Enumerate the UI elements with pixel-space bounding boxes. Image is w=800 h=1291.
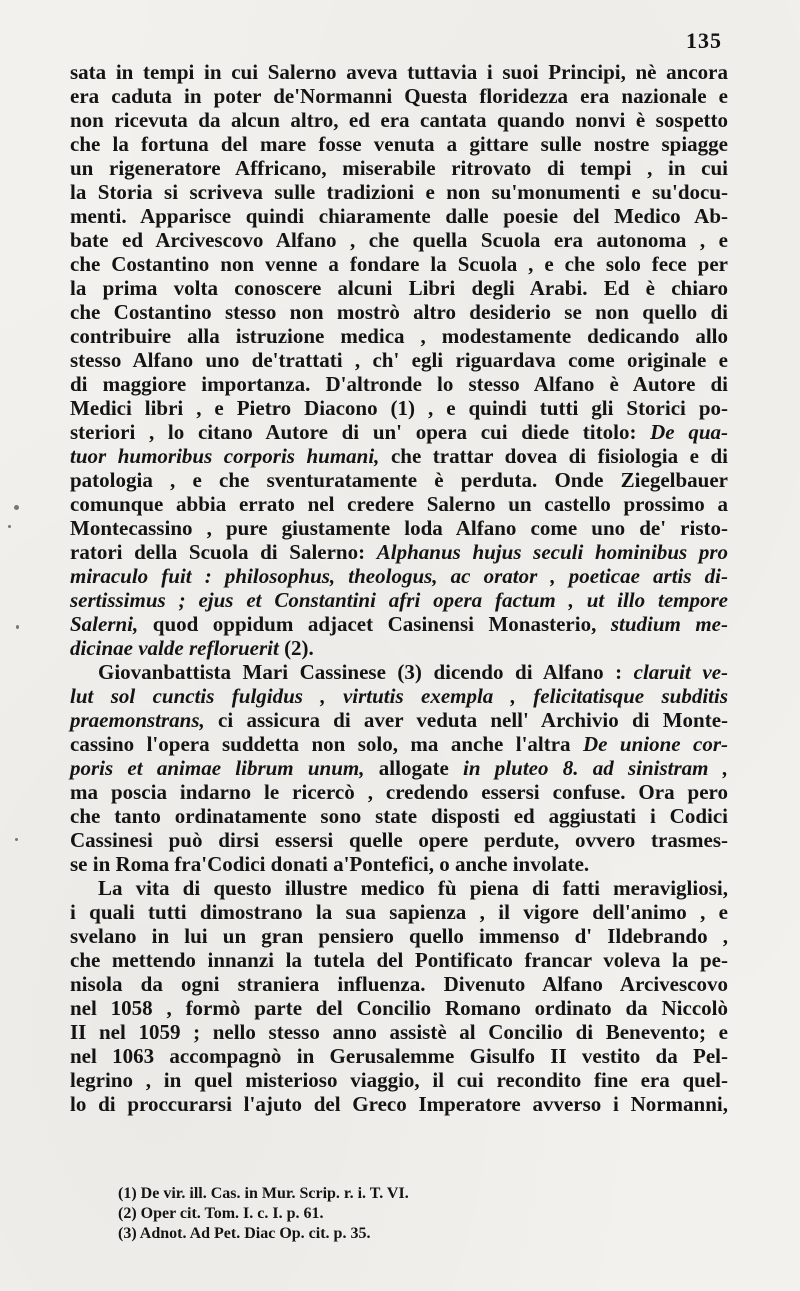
text-segment: cassino l'opera suddetta non solo, ma anche l'altra [70, 732, 571, 756]
footnotes [118, 1184, 718, 1244]
ink-speck [16, 625, 19, 629]
text-line [70, 708, 728, 732]
text-line [70, 756, 728, 780]
ink-speck [14, 505, 19, 510]
latin-quote: studium me- [610, 612, 728, 636]
text-line: era caduta in poter de'Normanni Questa floridezza era nazionale e [70, 84, 728, 108]
text-line: bate ed Arcivescovo Alfano , che quella Scuola era autonoma , e [70, 228, 728, 252]
text-line: che Costantino stesso non mostrò altro desiderio se non quello di [70, 300, 728, 324]
latin-quote: Alphanus hujus seculi hominibus pro [376, 540, 728, 564]
footnote: (3) Adnot. Ad Pet. Diac Op. cit. p. 35. [118, 1225, 371, 1242]
italic-title: De unione cor- [582, 732, 728, 756]
text-line: sata in tempi in cui Salerno aveva tuttavia i suoi Principi, nè ancora [70, 60, 728, 84]
text-line: che mettendo innanzi la tutela del Pontificato francar voleva la pe- [70, 948, 728, 972]
text-segment: allogate [378, 756, 449, 780]
text-line: contribuire alla istruzione medica , modestamente dedicando allo [70, 324, 728, 348]
text-line: che Costantino non venne a fondare la Scuola , e che solo fece per [70, 252, 728, 276]
text-line: legrino , in quel misterioso viaggio, il cui recondito fine era quel- [70, 1068, 728, 1092]
text-line: un rigeneratore Affricano, miserabile ritrovato di tempi , in cui [70, 156, 728, 180]
text-line: menti. Apparisce quindi chiaramente dalle poesie del Medico Ab- [70, 204, 728, 228]
text-line [70, 612, 728, 636]
text-segment: che trattar dovea di fisiologia e di [390, 444, 729, 468]
text-line: nisola da ogni straniera influenza. Divenuto Alfano Arcivescovo [70, 972, 728, 996]
latin-quote: Salerni, [70, 612, 139, 636]
text-line: che tanto ordinatamente sono state disposti ed aggiustati i Codici [70, 804, 728, 828]
main-text [70, 60, 728, 1116]
text-line: ma poscia indarno le ricercò , credendo essersi confuse. Ora pero [70, 780, 728, 804]
text-line: stesso Alfano uno de'trattati , ch' egli riguardava come originale e [70, 348, 728, 372]
text-line [70, 636, 728, 660]
italic-title: poris et animae librum unum, [70, 756, 365, 780]
latin-quote: praemonstrans, [70, 708, 205, 732]
text-segment: Giovanbattista Mari Cassinese (3) dicendo di Alfano : [98, 660, 623, 684]
latin-quote: dicinae valde refloruerit [70, 636, 279, 660]
footnote: (1) De vir. ill. Cas. in Mur. Scrip. r. i. T. VI. [118, 1185, 409, 1202]
text-line: di maggiore importanza. D'altronde lo stesso Alfano è Autore di [70, 372, 728, 396]
text-line: La vita di questo illustre medico fù piena di fatti meravigliosi, [98, 876, 728, 900]
text-line: lo di proccurarsi l'ajuto del Greco Imperatore avverso i Normanni, [70, 1092, 728, 1116]
text-line [70, 588, 728, 612]
page-number: 135 [686, 28, 722, 53]
text-line: svelano in lui un gran pensiero quello immenso d' Ildebrando , [70, 924, 728, 948]
ink-speck [8, 525, 11, 528]
text-line [70, 444, 728, 468]
text-line [70, 540, 728, 564]
text-line [70, 564, 728, 588]
text-line: nel 1063 accompagnò in Gerusalemme Gisulfo II vestito da Pel- [70, 1044, 728, 1068]
text-line: se in Roma fra'Codici donati a'Pontefici, o anche involate. [70, 852, 590, 876]
italic-title: tuor humoribus corporis humani, [70, 444, 380, 468]
latin-quote: miraculo fuit : philosophus, theologus, ac orator , poeticae artis di- [70, 564, 728, 588]
text-line: i quali tutti dimostrano la sua sapienza , il vigore dell'animo , e [70, 900, 728, 924]
text-segment: ci assicura di aver veduta nell' Archivio di Monte- [218, 708, 729, 732]
text-line [70, 732, 728, 756]
latin-quote: lut sol cunctis fulgidus , virtutis exempla , felicitatisque subditis [70, 684, 728, 708]
text-line: nel 1058 , formò parte del Concilio Romano ordinato da Niccolò [70, 996, 728, 1020]
italic-location: in pluteo 8. ad sinistram , [463, 756, 729, 780]
text-segment: steriori , lo citano Autore di un' opera cui diede titolo: [70, 420, 637, 444]
text-line: la prima volta conoscere alcuni Libri degli Arabi. Ed è chiaro [70, 276, 728, 300]
italic-title: De qua- [650, 420, 728, 444]
text-line: comunque abbia errato nel credere Salerno un castello prossimo a [70, 492, 728, 516]
latin-quote: sertissimus ; ejus et Constantini afri opera factum , ut illo tempore [70, 588, 728, 612]
text-line: Montecassino , pure giustamente loda Alfano come uno de' risto- [70, 516, 728, 540]
text-line [70, 684, 728, 708]
text-line: Cassinesi può dirsi essersi quelle opere perdute, ovvero trasmes- [70, 828, 728, 852]
text-segment: (2). [284, 636, 314, 660]
text-line: Medici libri , e Pietro Diacono (1) , e quindi tutti gli Storici po- [70, 396, 728, 420]
footnote: (2) Oper cit. Tom. I. c. I. p. 61. [118, 1205, 324, 1222]
text-line: che la fortuna del mare fosse venuta a gittare sulle nostre spiagge [70, 132, 728, 156]
text-segment: quod oppidum adjacet Casinensi Monasterio, [152, 612, 597, 636]
text-line [70, 420, 728, 444]
text-segment: ratori della Scuola di Salerno: [70, 540, 366, 564]
ink-speck [15, 838, 18, 841]
text-line: non ricevuta da alcun altro, ed era cantata quando nonvi è sospetto [70, 108, 728, 132]
text-line: II nel 1059 ; nello stesso anno assistè al Concilio di Benevento; e [70, 1020, 728, 1044]
text-line [70, 660, 728, 684]
text-line: la Storia si scriveva sulle tradizioni e non su'monumenti e su'docu- [70, 180, 728, 204]
latin-quote: claruit ve- [633, 660, 729, 684]
text-line: patologia , e che sventuratamente è perduta. Onde Ziegelbauer [70, 468, 728, 492]
